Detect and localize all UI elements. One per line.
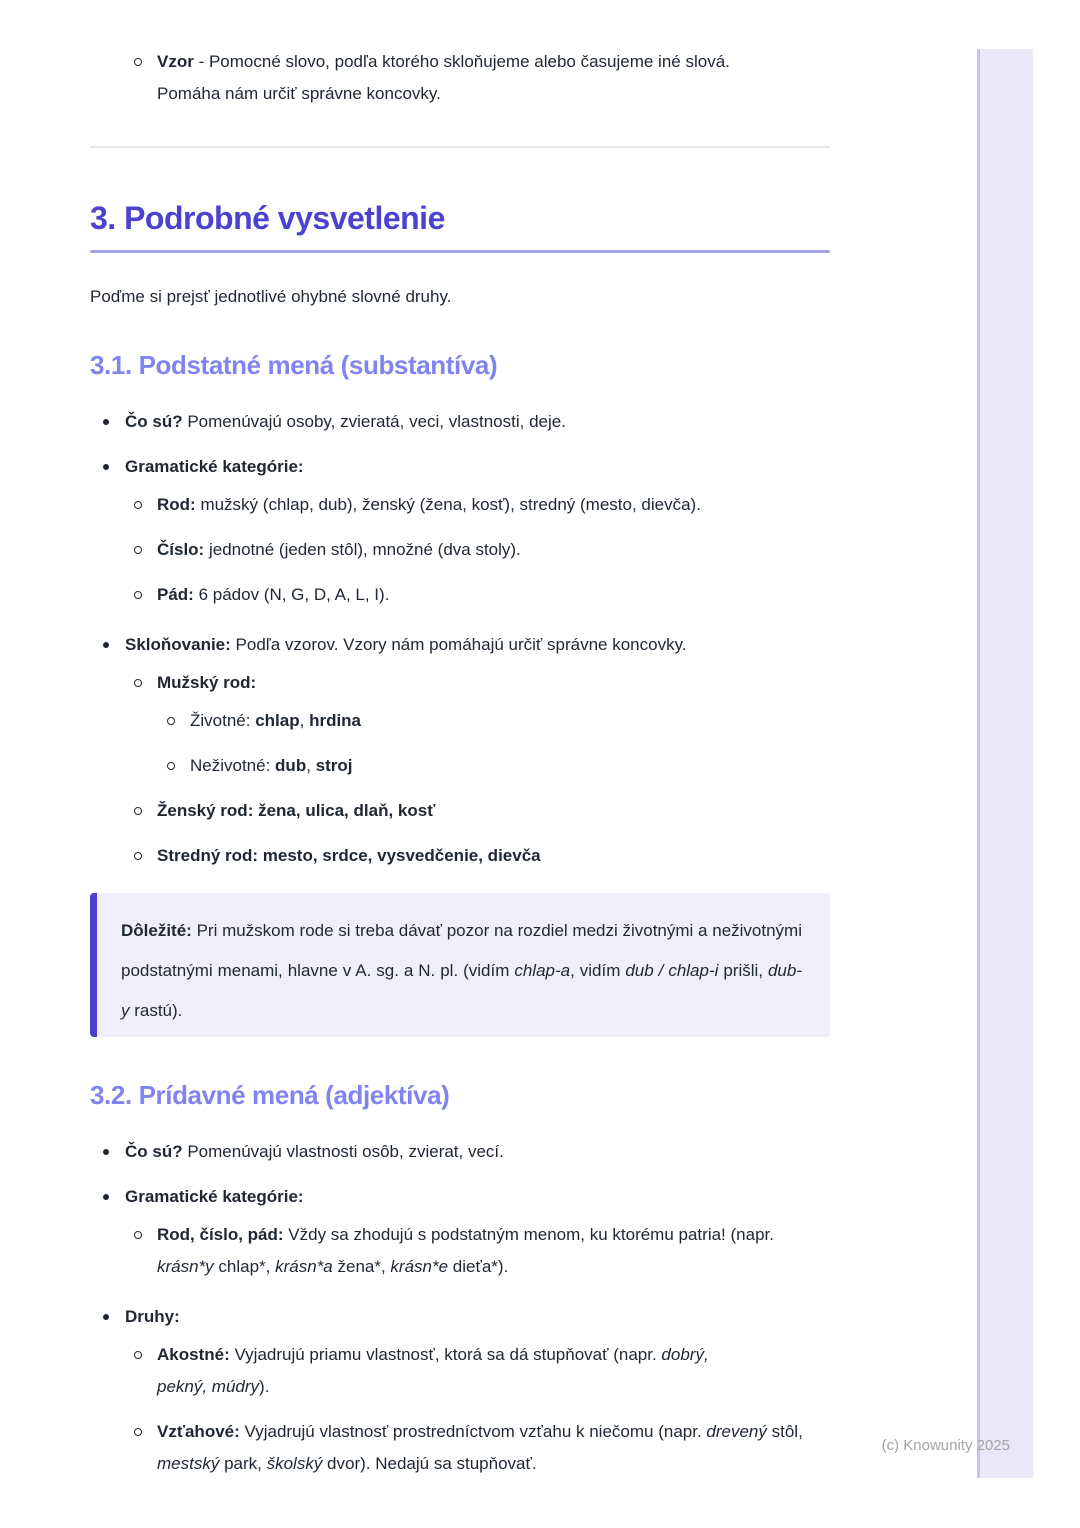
list-item-text [157,579,830,611]
list-item-text [190,750,830,782]
bullet-circle-icon [134,1231,142,1239]
copyright-watermark: (c) Knowunity 2025 [881,1437,1010,1454]
italic-run: krásn*a [275,1257,333,1276]
list-item-text [157,46,742,110]
italic-run: krásn*y [157,1257,214,1276]
text-run: Vyjadrujú vlastnosť prostredníctvom vzťahu k niečomu (napr. [239,1422,707,1441]
example-word: chlap [255,711,300,730]
bullet-circle-icon [134,1351,142,1359]
list-item-rod [90,489,830,521]
list-item-stredny-rod [90,840,830,872]
italic-run: drevený [706,1422,767,1441]
list-item-pad [90,579,830,611]
text-run: Pri mužskom rode si treba dávať pozor na rozdiel medzi životnými a neživotnými podstatnými menami, hlavne v A. sg. a N. pl. (vidím [121,921,802,980]
bullet-circle-icon [134,546,142,554]
section-divider [90,146,830,148]
text-run: chlap*, [213,1257,276,1276]
italic-run: krásn*e [390,1257,449,1276]
list-item-muzsky-rod [90,667,830,699]
text-run: žena*, [332,1257,391,1276]
list-item-text [190,705,830,737]
list-item-akostne [90,1339,830,1403]
text-run: Podľa vzorov. Vzory nám pomáhajú určiť správne koncovky. [230,635,687,654]
list-item-text [157,840,830,872]
text-run: Vyjadrujú priamu vlastnosť, ktorá sa dá stupňovať (napr. [229,1345,662,1364]
list-item-co-su-adj [90,1136,830,1168]
section-31-heading: 3.1. Podstatné mená (substantíva) [90,350,498,380]
list-item-nezivotne [90,750,830,782]
example-word: hrdina [309,711,362,730]
list-item-sklonovanie [90,629,830,661]
term-label: Čo sú? [125,1142,183,1161]
content-column [90,0,830,1480]
list-item-text [125,629,830,661]
bullet-dot-icon [103,1149,109,1155]
list-item-cislo [90,534,830,566]
term-label: Druhy: [125,1307,180,1326]
term-label: Mužský rod: [157,673,257,692]
list-item-druhy [90,1301,830,1333]
bullet-dot-icon [103,464,109,470]
bullet-circle-icon [134,1428,142,1436]
heading-underline [90,250,830,253]
list-item-rod-cislo-pad [90,1219,830,1283]
callout-label: Dôležité: [121,921,192,940]
text-run: prišli, [718,961,768,980]
text-run: dvor). Nedajú sa stupňovať. [322,1454,537,1473]
example-word: dub [275,756,307,775]
text-run: , [306,756,316,775]
main-heading: 3. Podrobné vysvetlenie [90,200,445,236]
list-item-text [157,1339,757,1403]
text-run: stôl, [766,1422,803,1441]
callout-text [121,911,802,1031]
term-label: Rod, číslo, pád: [157,1225,284,1244]
term-label: Akostné: [157,1345,230,1364]
list-item-text [125,406,830,438]
list-item-zivotne [90,705,830,737]
list-item-text [125,1136,830,1168]
important-callout [90,893,830,1037]
list-item-gramaticke-kategorie [90,451,830,483]
text-run: dieťa*). [448,1257,509,1276]
term-label: Stredný rod: mesto, srdce, vysvedčenie, dievča [157,846,541,865]
bullet-circle-icon [134,807,142,815]
text-run: mužský (chlap, dub), ženský (žena, kosť), stredný (mesto, dievča). [195,495,701,514]
bullet-circle-icon [134,58,142,66]
section-32-heading: 3.2. Prídavné mená (adjektíva) [90,1080,450,1110]
bullet-dot-icon [103,419,109,425]
italic-run: dub-y [121,961,802,1020]
text-run: rastú). [129,1001,183,1020]
text-run: ). [259,1377,270,1396]
text-run: Neživotné: [190,756,276,775]
bullet-circle-icon [134,501,142,509]
term-label: Ženský rod: žena, ulica, dlaň, kosť [157,801,436,820]
term-label: Gramatické kategórie: [125,1187,304,1206]
text-run: Pomenúvajú vlastnosti osôb, zvierat, vecí. [182,1142,504,1161]
term-label: Pád: [157,585,194,604]
term-label: Skloňovanie: [125,635,231,654]
list-item-text [157,795,830,827]
italic-run: školský [266,1454,323,1473]
list-item-co-su [90,406,830,438]
scrollbar-track[interactable] [977,49,1033,1478]
list-item-vztahove [90,1416,830,1480]
term-label: Gramatické kategórie: [125,457,304,476]
bullet-dot-icon [103,1194,109,1200]
example-word: stroj [315,756,353,775]
list-item-text [157,667,830,699]
text-run: , vidím [570,961,626,980]
lead-paragraph: Poďme si prejsť jednotlivé ohybné slovné druhy. [90,287,452,306]
text-run: , [299,711,310,730]
bullet-circle-icon [167,717,175,725]
term-label: Vzor [157,52,194,71]
term-label: Rod: [157,495,196,514]
bullet-dot-icon [103,642,109,648]
term-label: Vzťahové: [157,1422,240,1441]
text-run: 6 pádov (N, G, D, A, L, I). [193,585,390,604]
italic-run: mestský [157,1454,220,1473]
list-item-text [125,451,830,483]
bullet-circle-icon [134,852,142,860]
bullet-circle-icon [134,591,142,599]
text-run: Pomenúvajú osoby, zvieratá, veci, vlastnosti, deje. [182,412,566,431]
term-label: Čo sú? [125,412,183,431]
list-item-text [125,1301,830,1333]
list-item-vzor [90,46,830,110]
list-item-text [125,1181,830,1213]
text-run: jednotné (jeden stôl), množné (dva stoly). [204,540,521,559]
list-item-text [157,489,830,521]
text-run: - Pomocné slovo, podľa ktorého skloňujeme alebo časujeme iné slová. Pomáha nám určiť správne koncovky. [157,52,730,103]
text-run: Životné: [190,711,256,730]
list-item-zensky-rod [90,795,830,827]
italic-run: dobrý, pekný, múdry [157,1345,709,1396]
italic-run: chlap-a [514,961,571,980]
list-item-text [157,1219,777,1283]
bullet-dot-icon [103,1314,109,1320]
bullet-circle-icon [167,762,175,770]
text-run: park, [219,1454,267,1473]
text-run: Vždy sa zhodujú s podstatným menom, ku ktorému patria! (napr. [283,1225,774,1244]
term-label: Číslo: [157,540,205,559]
list-item-gramaticke-kategorie-adj [90,1181,830,1213]
italic-run: dub / chlap-i [625,961,719,980]
list-item-text [157,1416,812,1480]
bullet-circle-icon [134,679,142,687]
list-item-text [157,534,830,566]
